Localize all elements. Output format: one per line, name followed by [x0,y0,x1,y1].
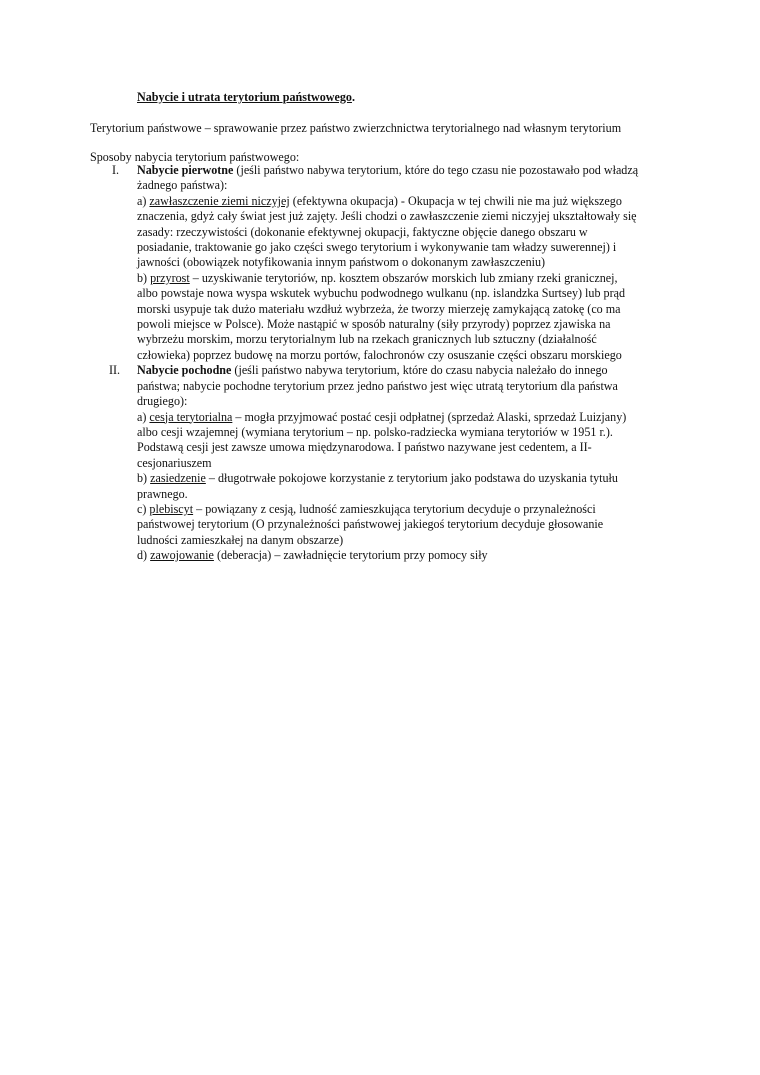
section-heading-line [137,363,690,378]
item-text-line: Podstawą cesji jest zawsze umowa międzynarodowa. I państwo nazywane jest cedentem, a II- [137,440,592,455]
section-heading: Nabycie pochodne [137,363,232,378]
section-original-acquisition [90,163,690,363]
item-line [137,471,690,486]
item-text-line: ludności zamieszkałej na danym obszarze) [137,532,344,547]
document-title-text: Nabycie i utrata terytorium państwowego [137,90,352,104]
definition-paragraph: Terytorium państwowe – sprawowanie przez państwo zwierzchnictwa terytorialnego nad własnym terytorium [90,121,622,135]
item-text-line: wybrzeżu morskim, morzu terytorialnym lub na rzekach granicznych lub sztuczny (działalność [137,332,597,347]
item-prefix: c) [137,501,150,516]
item-line [137,502,690,517]
item-prefix: d) [137,548,151,563]
item-term: cesja terytorialna [149,409,233,424]
item-text-line: państwowej terytorium (O przynależności państwowej jakiegoś terytorium decyduje głosowanie [137,517,604,532]
item-line [137,548,690,563]
item-text-line: prawnego. [137,486,188,501]
section-heading-desc-3: drugiego): [137,394,188,409]
item-line [137,271,690,286]
item-text: – powiązany z cesją, ludność zamieszkująca terytorium decyduje o przynależności [193,501,596,516]
section-heading-desc: (jeśli państwo nabywa terytorium, które do tego czasu nie pozostawało pod władzą [233,163,639,177]
item-prefix: b) [137,270,151,285]
item-term: zawłaszczenie ziemi niczyjej [149,193,290,208]
item-text-line: albo cesji wzajemnej (wymiana terytorium – np. polsko-radziecka wymiana terytoriów w 1951 r.). [137,424,613,439]
item-text: – mogła przyjmować postać cesji odpłatnej (sprzedaż Alaski, sprzedaż Luizjany) [232,409,627,424]
item-text-line: jawności (obowiązek notyfikowania innym państwom o dokonanym zawłaszczeniu) [137,255,546,270]
section-heading-line [137,163,690,178]
item-text: – długotrwałe pokojowe korzystanie z terytorium jako podstawa do uzyskania tytułu [205,471,618,486]
item-text: (deberacja) – zawładnięcie terytorium przy pomocy siły [213,548,488,563]
item-text: – uzyskiwanie terytoriów, np. kosztem obszarów morskich lub zmiany rzeki granicznej, [189,270,618,285]
item-text-line: człowieka) poprzez budowę na morzu portów, falochronów czy osuszanie części obszaru morskiego [137,347,622,362]
item-text: (efektywna okupacja) - Okupacja w tej chwili nie ma już większego [289,193,622,208]
item-line [137,410,690,425]
item-line [137,194,690,209]
item-text-line: morski usypuje tak dużo materiału wzdłuż wybrzeża, że tworzy mierzeję zamykającą zatokę (co ma [137,301,621,316]
section-heading-desc-2: państwa; nabycie pochodne terytorium przez jedno państwo jest więc utratą terytorium dla państwa [137,378,618,393]
item-text-line: albo powstaje nowa wyspa wskutek wybuchu podwodnego wulkanu (np. islandzka Surtsey) lub prąd [137,286,626,301]
section-derivative-acquisition [90,363,690,563]
section-numeral: I. [112,163,120,177]
item-prefix: a) [137,409,150,424]
item-text-line: posiadanie, traktowanie go jako części swego terytorium i wykonywanie tam władzy suwerennej) i [137,240,617,255]
item-text-line: zasady: rzeczywistości (dokonanie efektywnej okupacji, faktyczne objęcie danego obszaru w [137,224,588,239]
item-text-line: powoli miejsce w Polsce). Może nastąpić w sposób naturalny (siły przyrody) poprzez zjawiska na [137,317,611,332]
item-term: plebiscyt [149,501,194,516]
item-text-line: cesjonariuszem [137,455,212,470]
section-heading-desc: (jeśli państwo nabywa terytorium, które do czasu nabycia należało do innego [231,363,608,378]
intro-paragraph: Sposoby nabycia terytorium państwowego: [90,150,300,164]
item-term: przyrost [150,270,190,285]
document-title-dot: . [351,90,355,104]
item-prefix: b) [137,471,151,486]
item-term: zasiedzenie [150,471,206,486]
section-heading: Nabycie pierwotne [137,163,234,177]
item-term: zawojowanie [150,548,214,563]
acquisition-methods-list [90,163,690,564]
document-title [137,90,355,105]
item-text-line: znaczenia, gdyż cały świat jest już zajęty. Jeśli chodzi o zawłaszczenie ziemi niczyjej ukształtowały się [137,209,637,224]
section-heading-desc-2: żadnego państwa): [137,178,228,193]
item-prefix: a) [137,193,150,208]
section-numeral: II. [109,363,121,378]
